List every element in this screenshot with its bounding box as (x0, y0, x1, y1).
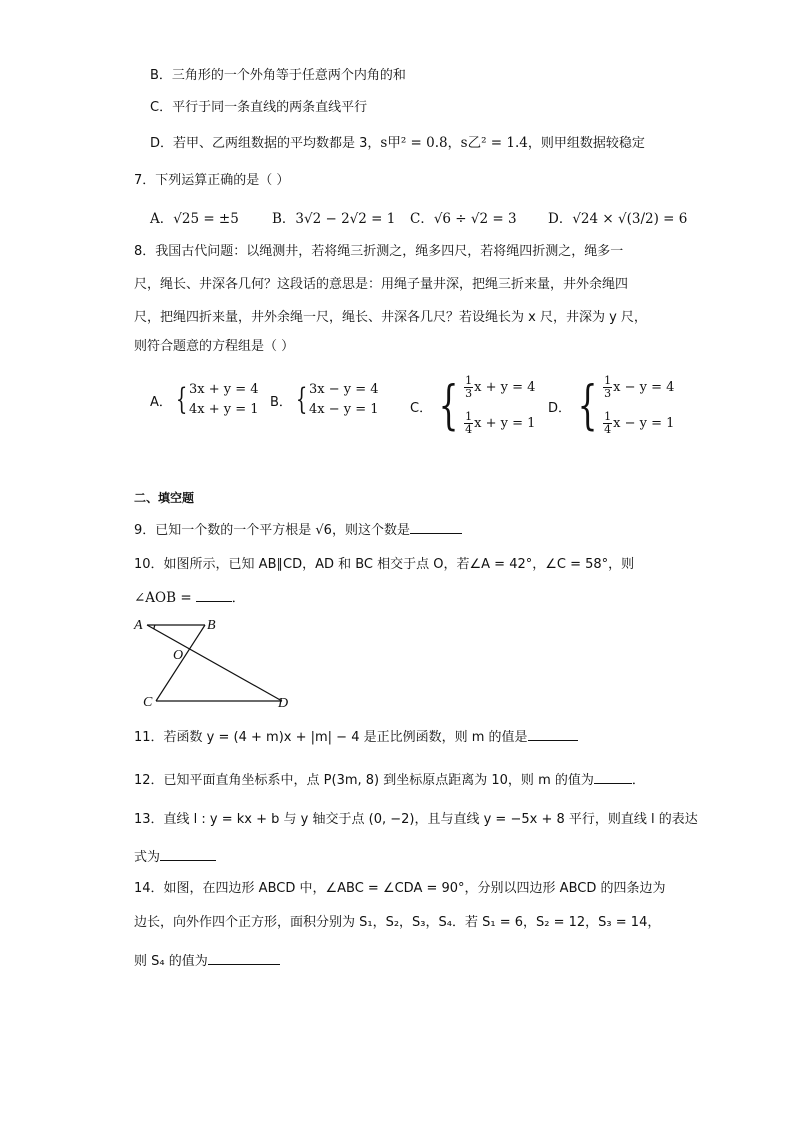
q12-text: 12．已知平面直角坐标系中，点 P(3m, 8) 到坐标原点距离为 10，则 m 的值为 (134, 773, 594, 788)
fraction-one-third: $\frac{1}{3}$ (604, 374, 612, 400)
segment-bc (156, 625, 205, 701)
q13-line-1: 13．直线 l : y = kx + b 与 y 轴交于点 (0, −2)，且与直线 y = −5x + 8 平行，则直线 l 的表达 (134, 812, 698, 827)
q9-text: 9．已知一个数的一个平方根是 √6，则这个数是 (134, 523, 410, 538)
q14-text: 则 S₄ 的值为 (134, 954, 208, 969)
q6-d-prefix: D．若甲、乙两组数据的平均数都是 3， (150, 136, 381, 151)
q6-option-d: D．若甲、乙两组数据的平均数都是 3，s甲² = 0.8，s乙² = 1.4，则甲组数据较稳定 (150, 135, 645, 151)
fraction-one-quarter: $\frac{1}{4}$ (604, 410, 612, 436)
q8-d-eq1: x − y = 4 (613, 380, 675, 395)
left-brace-icon: { (175, 382, 188, 417)
left-brace-icon: { (295, 382, 308, 417)
q10-line-2 (134, 589, 245, 608)
q8-option-b (270, 380, 379, 420)
q14-line-2: 边长，向外作四个正方形，面积分别为 S₁，S₂，S₃，S₄．若 S₁ = 6，S₂ = 12，S₃ = 14， (134, 915, 661, 930)
q8-a-label: A． (150, 394, 172, 410)
q8-option-c (410, 370, 535, 442)
q7-option-a: A．√25 = ±5 (150, 211, 239, 227)
q8-d-label: D． (548, 400, 572, 416)
point-label-c: C (143, 695, 153, 710)
q14-line-1: 14．如图，在四边形 ABCD 中，∠ABC = ∠CDA = 90°，分别以四边形 ABCD 的四条边为 (134, 881, 666, 896)
q10-angle-aob: ∠AOB = (134, 590, 192, 606)
q7-stem: 7．下列运算正确的是（ ） (134, 173, 290, 188)
q8-c-label: C． (410, 400, 433, 416)
q8-option-d (548, 370, 674, 442)
answer-blank (196, 589, 232, 602)
left-brace-icon: { (577, 376, 598, 436)
q8-b-eq1: 3x − y = 4 (309, 382, 379, 397)
point-label-o: O (173, 648, 184, 663)
q13-text: 式为 (134, 850, 161, 865)
left-brace-icon: { (438, 376, 459, 436)
q8-d-eq2: x − y = 1 (613, 416, 675, 431)
answer-blank (208, 952, 280, 965)
q14-line-3 (134, 952, 280, 971)
q10-figure (128, 612, 298, 712)
q8-b-eq2: 4x − y = 1 (309, 402, 379, 417)
point-label-a: A (134, 618, 143, 633)
section-heading-fill-in: 二、填空题 (134, 491, 195, 505)
q10-period: ． (231, 591, 245, 606)
q8-option-a (150, 380, 259, 420)
q11-text: 11．若函数 y = (4 + m)x + |m| − 4 是正比例函数，则 m 的值是 (134, 730, 528, 745)
q8-line-2: 尺，绳长、井深各几何？这段话的意思是：用绳子量井深，把绳三折来量，井外余绳四 (134, 277, 629, 292)
q10-line-1: 10．如图所示，已知 AB∥CD，AD 和 BC 相交于点 O，若∠A = 42°，∠C = 58°，则 (134, 557, 635, 572)
q8-a-eq1: 3x + y = 4 (189, 382, 259, 397)
q13-line-2 (134, 848, 216, 867)
q9 (134, 521, 462, 540)
answer-blank (528, 728, 578, 741)
point-label-d: D (278, 696, 289, 711)
q12-period: ． (631, 773, 645, 788)
q6-option-b: B．三角形的一个外角等于任意两个内角的和 (150, 68, 406, 83)
q8-b-label: B． (270, 394, 292, 410)
answer-blank (410, 521, 462, 534)
q6-option-c: C．平行于同一条直线的两条直线平行 (150, 100, 368, 115)
segment-ad (147, 625, 282, 701)
q8-a-eq2: 4x + y = 1 (189, 402, 259, 417)
angle-a-arc (154, 625, 155, 629)
point-label-b: B (207, 618, 216, 633)
q6-d-variance-jia: s甲² = 0.8 (380, 135, 448, 151)
fraction-one-third: $\frac{1}{3}$ (465, 374, 473, 400)
fraction-one-quarter: $\frac{1}{4}$ (465, 410, 473, 436)
q7-option-c: C．√6 ÷ √2 = 3 (410, 211, 517, 227)
q6-d-suffix: ，则甲组数据较稳定 (527, 136, 645, 151)
q8-c-eq2: x + y = 1 (474, 416, 536, 431)
answer-blank (594, 771, 632, 784)
q8-c-eq1: x + y = 4 (474, 380, 536, 395)
q6-d-variance-yi: s乙² = 1.4 (460, 135, 528, 151)
q7-option-b: B．3√2 − 2√2 = 1 (272, 211, 396, 227)
q8-line-1: 8．我国古代问题：以绳测井，若将绳三折测之，绳多四尺，若将绳四折测之，绳多一 (134, 244, 624, 259)
q12 (134, 771, 645, 790)
q7-option-d: D．√24 × √(3/2) = 6 (548, 211, 688, 227)
q8-line-4: 则符合题意的方程组是（ ） (134, 339, 295, 354)
q11 (134, 728, 578, 747)
q8-line-3: 尺，把绳四折来量，井外余绳一尺，绳长、井深各几尺？若设绳长为 x 尺，井深为 y 尺， (134, 310, 647, 325)
answer-blank (160, 848, 216, 861)
